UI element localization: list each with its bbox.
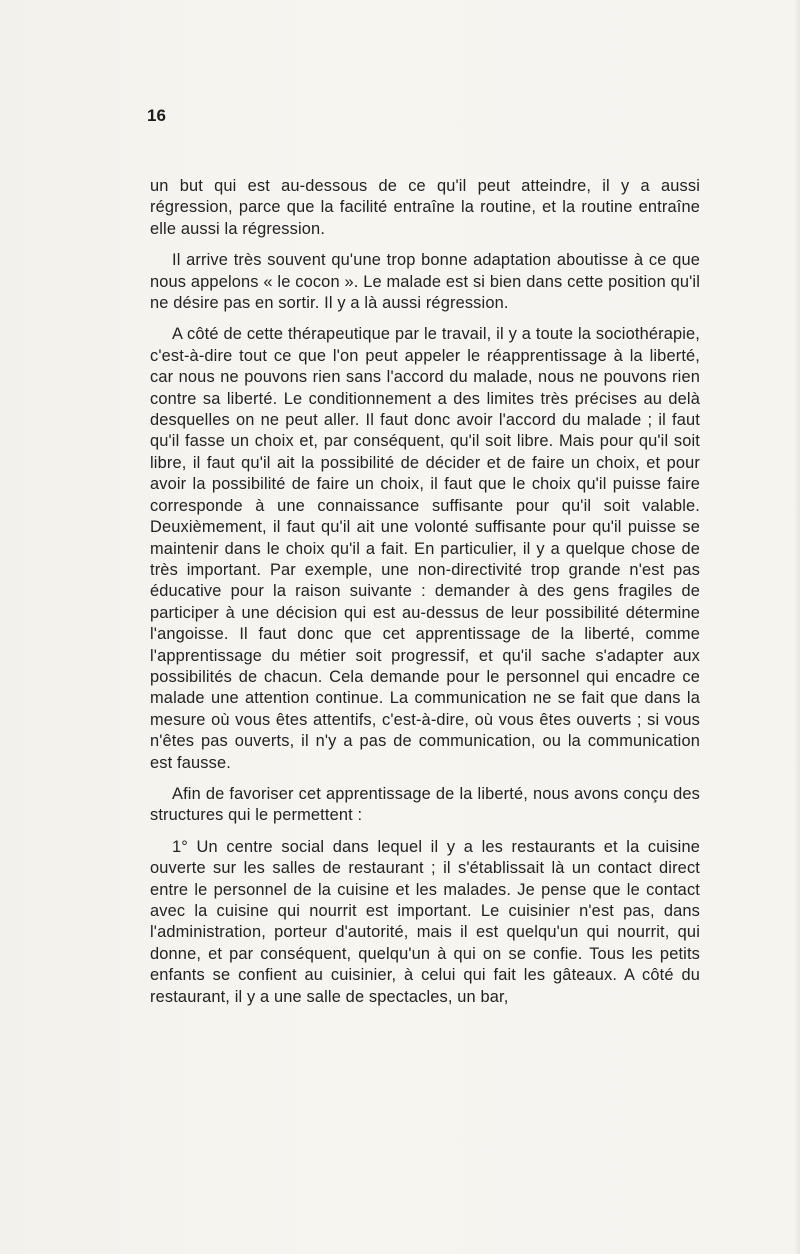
body-text [150, 176, 700, 1018]
page-number: 16 [147, 106, 166, 125]
paragraph-5: 1° Un centre social dans lequel il y a les restaurants et la cuisine ouverte sur les salles de restaurant ; il s'établissait là un contact direct entre le personnel de la cuisine et les malades. Je pense que le contact avec la cuisine qui nourrit est important. Le cuisinier n'est pas, dans l'administration, porteur d'autorité, mais il est quelqu'un qui nourrit, qui donne, et par conséquent, quelqu'un à qui on se confie. Tous les petits enfants se confient au cuisinier, à celui qui fait les gâteaux. A côté du restaurant, il y a une salle de spectacles, un bar, [150, 837, 700, 1006]
page-edge-shadow [794, 0, 800, 1254]
paragraph-3: A côté de cette thérapeutique par le travail, il y a toute la sociothérapie, c'est-à-dire tout ce que l'on peut appeler le réapprentissage à la liberté, car nous ne pouvons rien sans l'accord du malade, nous ne pouvons rien contre sa liberté. Le conditionnement a des limites très précises au delà desquelles on ne peut aller. Il faut donc avoir l'accord du malade ; il faut qu'il fasse un choix et, par conséquent, qu'il soit libre. Mais pour qu'il soit libre, il faut qu'il ait la possibilité de décider et de faire un choix, et pour avoir la possibilité de faire un choix, il faut que le choix qu'il puisse faire corresponde à une connaissance suffisante pour qu'il soit valable. Deuxièmement, il faut qu'il ait une volonté suffisante pour qu'il puisse se maintenir dans le choix qu'il a fait. En particulier, il y a quelque chose de très important. Par exemple, une non-directivité trop grande n'est pas éducative pour la raison suivante : demander à des gens fragiles de participer à une décision qui est au-dessus de leur possibilité détermine l'angoisse. Il faut donc que cet apprentissage de la liberté, comme l'apprentissage du métier soit progressif, et qu'il sache s'adapter aux possibilités de chacun. Cela demande pour le personnel qui encadre ce malade une attention continue. La communication ne se fait que dans la mesure où vous êtes attentifs, c'est-à-dire, où vous êtes ouverts ; si vous n'êtes pas ouverts, il n'y a pas de communication, ou la communication est fausse. [150, 325, 700, 772]
paragraph-1: un but qui est au-dessous de ce qu'il peut atteindre, il y a aussi régression, parce que la facilité entraîne la routine, et la routine entraîne elle aussi la régression. [150, 177, 700, 238]
paragraph-4: Afin de favoriser cet apprentissage de la liberté, nous avons conçu des structures qui le permettent : [150, 784, 700, 825]
paragraph-2: Il arrive très souvent qu'une trop bonne adaptation aboutisse à ce que nous appelons « le cocon ». Le malade est si bien dans cette position qu'il ne désire pas en sortir. Il y a là aussi régression. [150, 251, 700, 313]
